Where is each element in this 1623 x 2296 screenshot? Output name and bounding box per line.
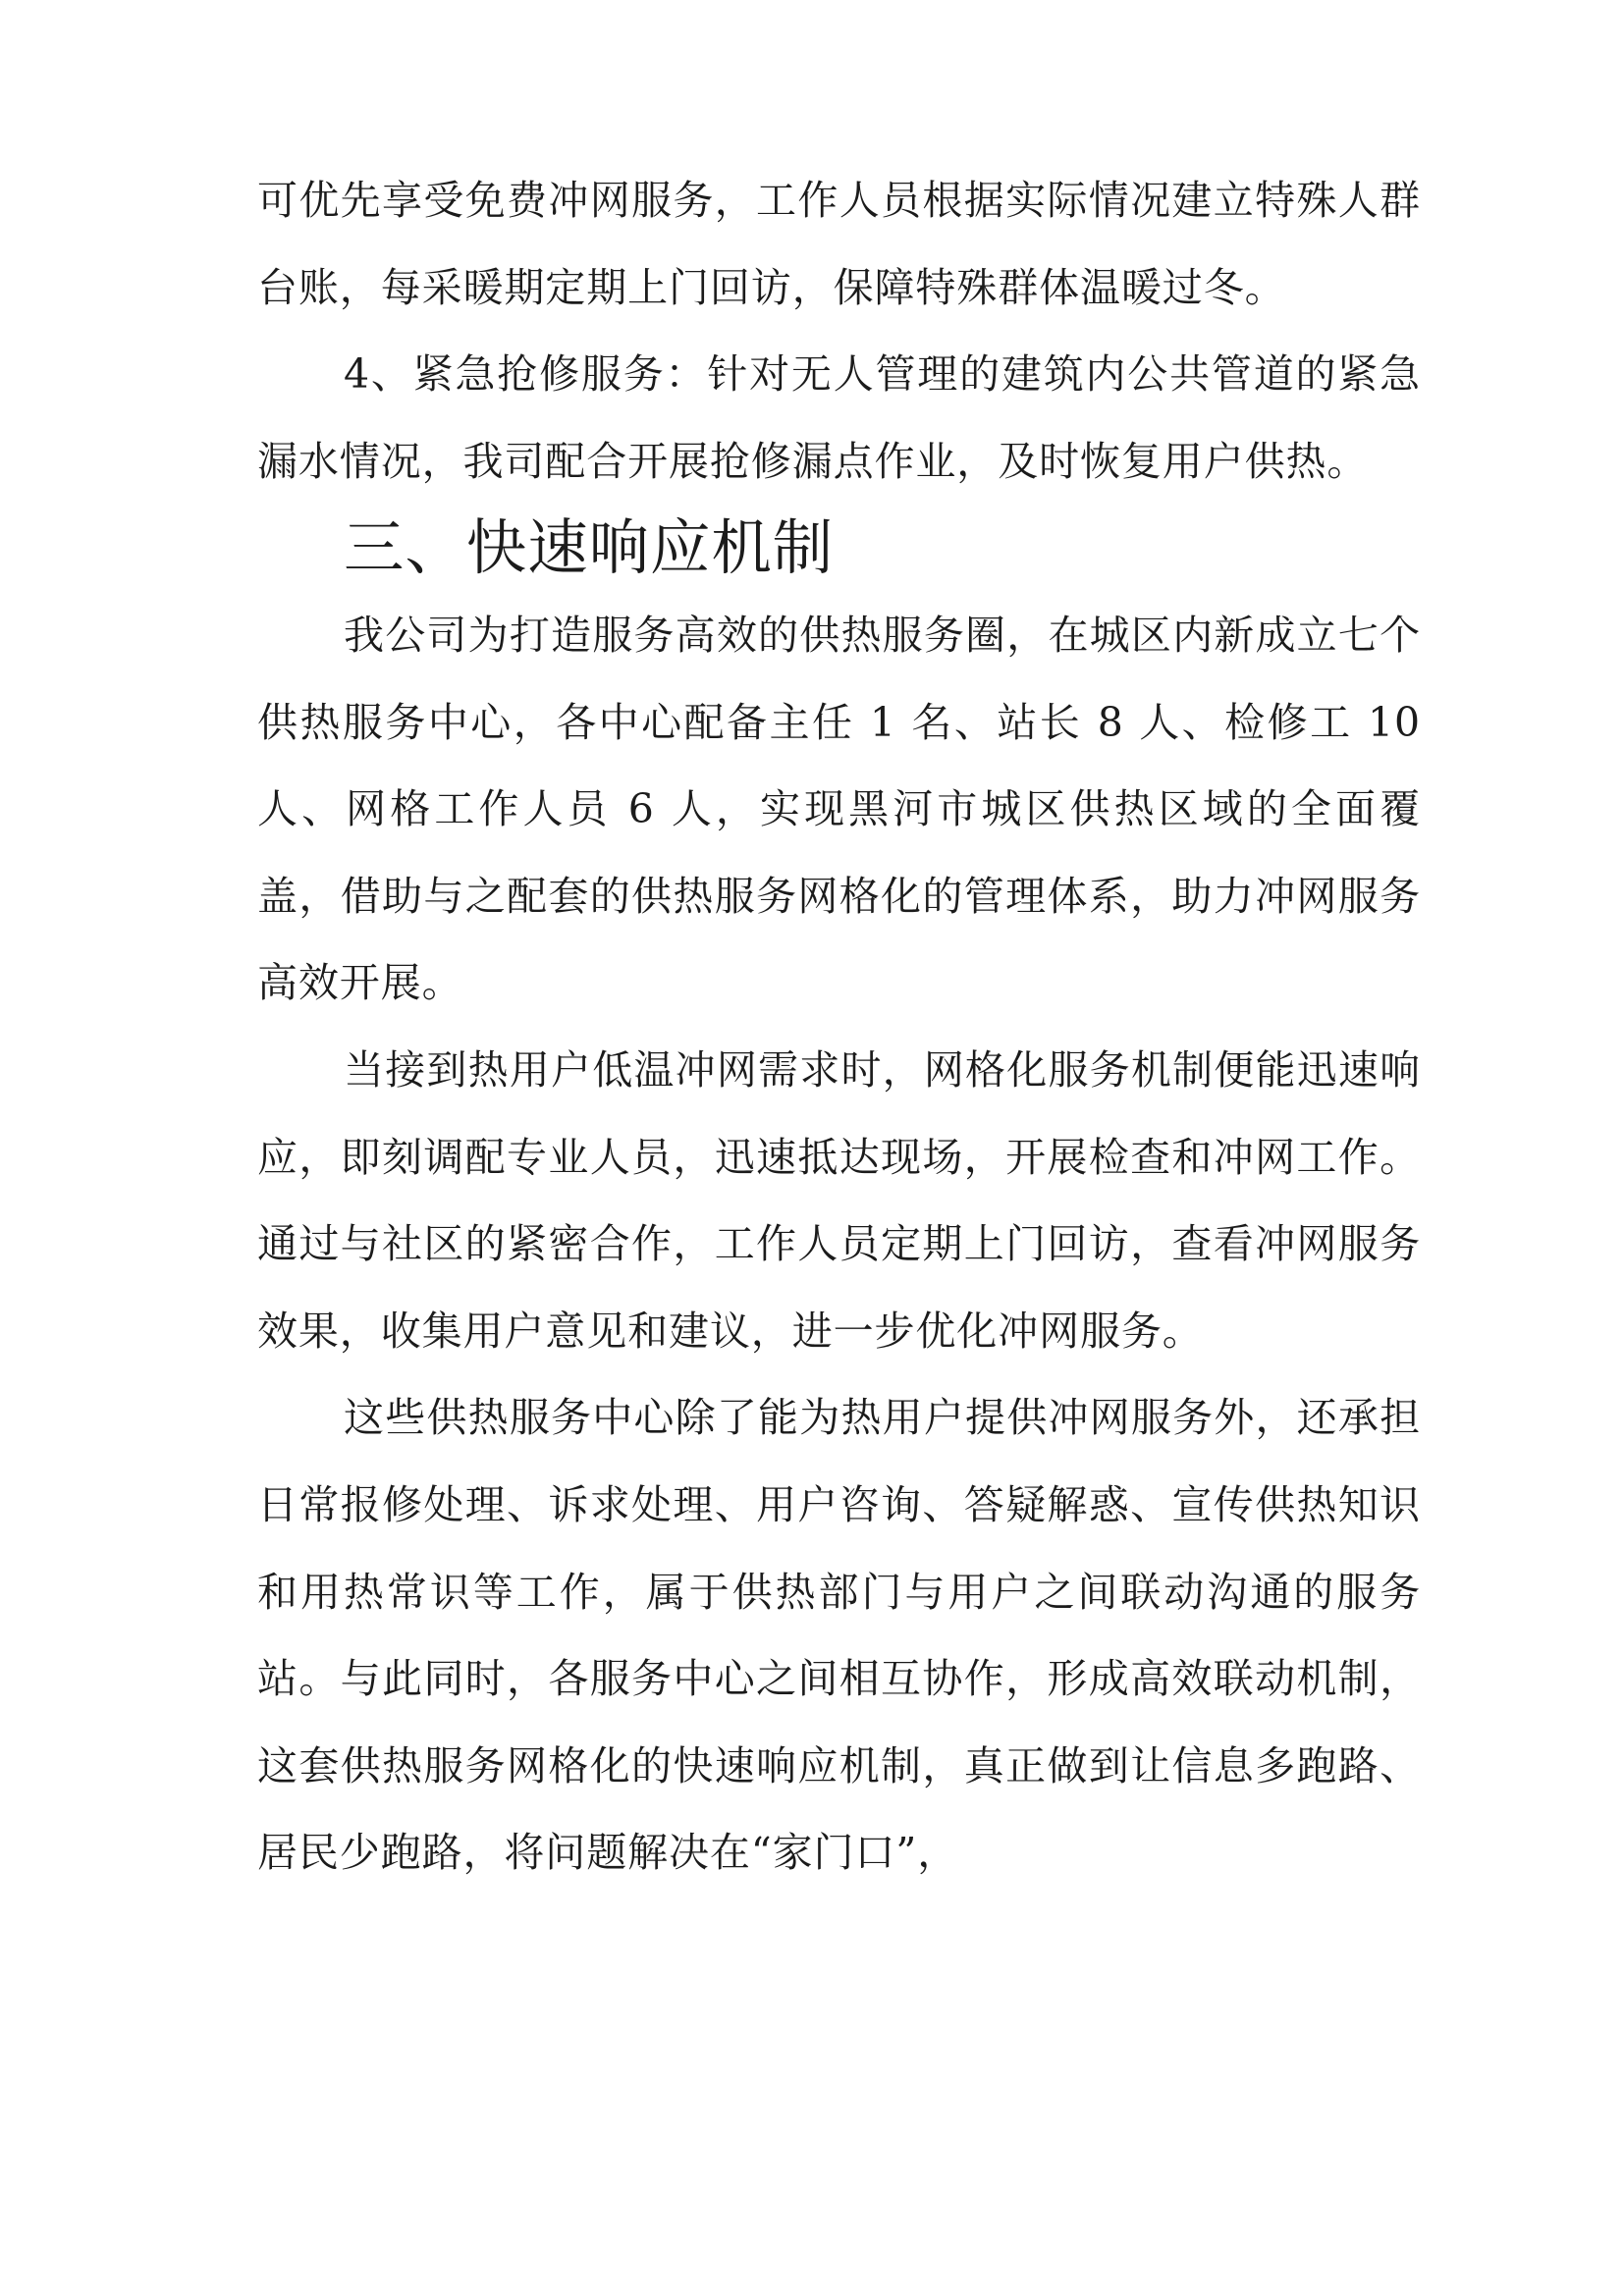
document-body xyxy=(257,157,1421,1896)
paragraph-service-center-functions: 这些供热服务中心除了能为热用户提供冲网服务外，还承担日常报修处理、诉求处理、用户咨询、答疑解惑、宣传供热知识和用热常识等工作，属于供热部门与用户之间联动沟通的服务站。与此同时，各服务中心之间相互协作，形成高效联动机制，这套供热服务网格化的快速响应机制，真正做到让信息多跑路、居民少跑路，将问题解决在“家门口”， xyxy=(257,1394,1421,1877)
paragraph-service-centers-setup: 我公司为打造服务高效的供热服务圈，在城区内新成立七个供热服务中心，各中心配备主任 1 名、站长 8 人、检修工 10 人、网格工作人员 6 人，实现黑河市城区供热区域的全面覆盖，借助与之配套的供热服务网格化的管理体系，助力冲网服务高效开展。 xyxy=(257,611,1421,1007)
section-heading-rapid-response: 三、快速响应机制 xyxy=(344,512,835,584)
paragraph-special-groups-continued: 可优先享受免费冲网服务，工作人员根据实际情况建立特殊人群台账，每采暖期定期上门回访，保障特殊群体温暖过冬。 xyxy=(257,177,1421,311)
paragraph-emergency-repair-service: 4、紧急抢修服务：针对无人管理的建筑内公共管道的紧急漏水情况，我司配合开展抢修漏点作业，及时恢复用户供热。 xyxy=(257,350,1421,485)
paragraph-response-process: 当接到热用户低温冲网需求时，网格化服务机制便能迅速响应，即刻调配专业人员，迅速抵达现场，开展检查和冲网工作。通过与社区的紧密合作，工作人员定期上门回访，查看冲网服务效果，收集用户意见和建议，进一步优化冲网服务。 xyxy=(257,1045,1421,1355)
